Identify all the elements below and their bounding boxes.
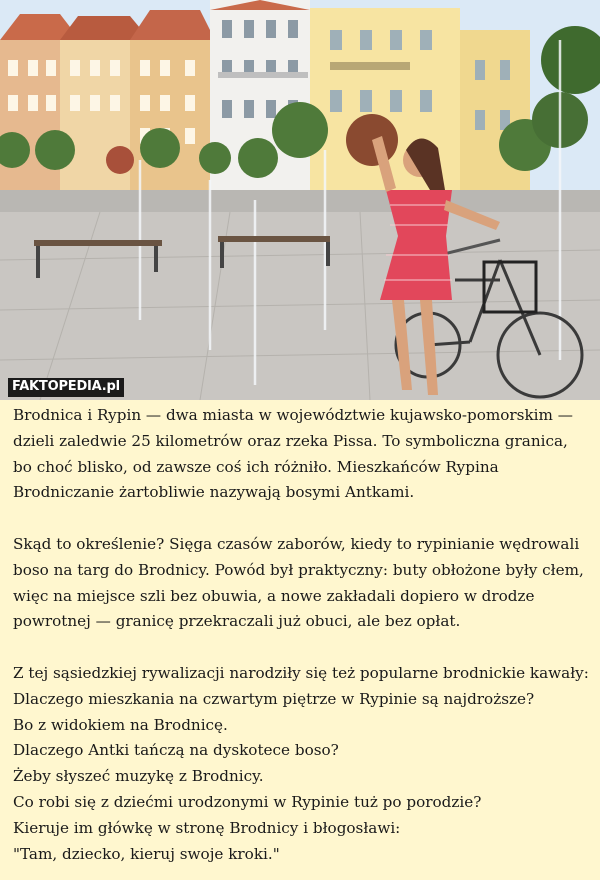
paragraph-intro: Brodnica i Rypin — dwa miasta w województwie kujawsko-pomorskim — dzieli zaledwie 25 kilometrów oraz rzeka Pissa. To symboliczna granica, bo choć blisko, od zawsze coś ich różniło. Mieszkańców Rypina Brodniczanie żartobliwie nazywają bosymi Antkami.: [13, 406, 573, 502]
faktopedia-watermark: FAKTOPEDIA.pl: [8, 378, 124, 397]
joke-line: Co robi się z dziećmi urodzonymi w Rypinie tuż po porodzie?: [13, 792, 482, 811]
joke-line: Dlaczego Antki tańczą na dyskotece boso?: [13, 741, 339, 760]
joke-line: Dlaczego mieszkania na czwartym piętrze w Rypinie są najdroższe?: [13, 689, 535, 708]
article-text: [0, 400, 600, 867]
paragraph-jokes-intro: Z tej sąsiedzkiej rywalizacji narodziły się też popularne brodnickie kawały:: [13, 663, 589, 682]
plaza: [0, 190, 600, 400]
paragraph-origin: Skąd to określenie? Sięga czasów zaborów, kiedy to rypinianie wędrowali boso na targ do Brodnicy. Powód był praktyczny: buty obłożone były cłem, więc na miejsce szli bez obuwia, a nowe zakładali dopiero w drodze powrotnej — granicę przekraczali już obuci, ale bez opłat.: [13, 534, 584, 631]
photo: [0, 0, 600, 400]
town-square-illustration: [0, 0, 600, 400]
joke-line: "Tam, dziecko, kieruj swoje kroki.": [13, 844, 280, 863]
joke-line: Bo z widokiem na Brodnicę.: [13, 715, 228, 734]
joke-line: Kieruje im główkę w stronę Brodnicy i błogosławi:: [13, 818, 401, 837]
joke-line: Żeby słyszeć muzykę z Brodnicy.: [13, 767, 264, 786]
